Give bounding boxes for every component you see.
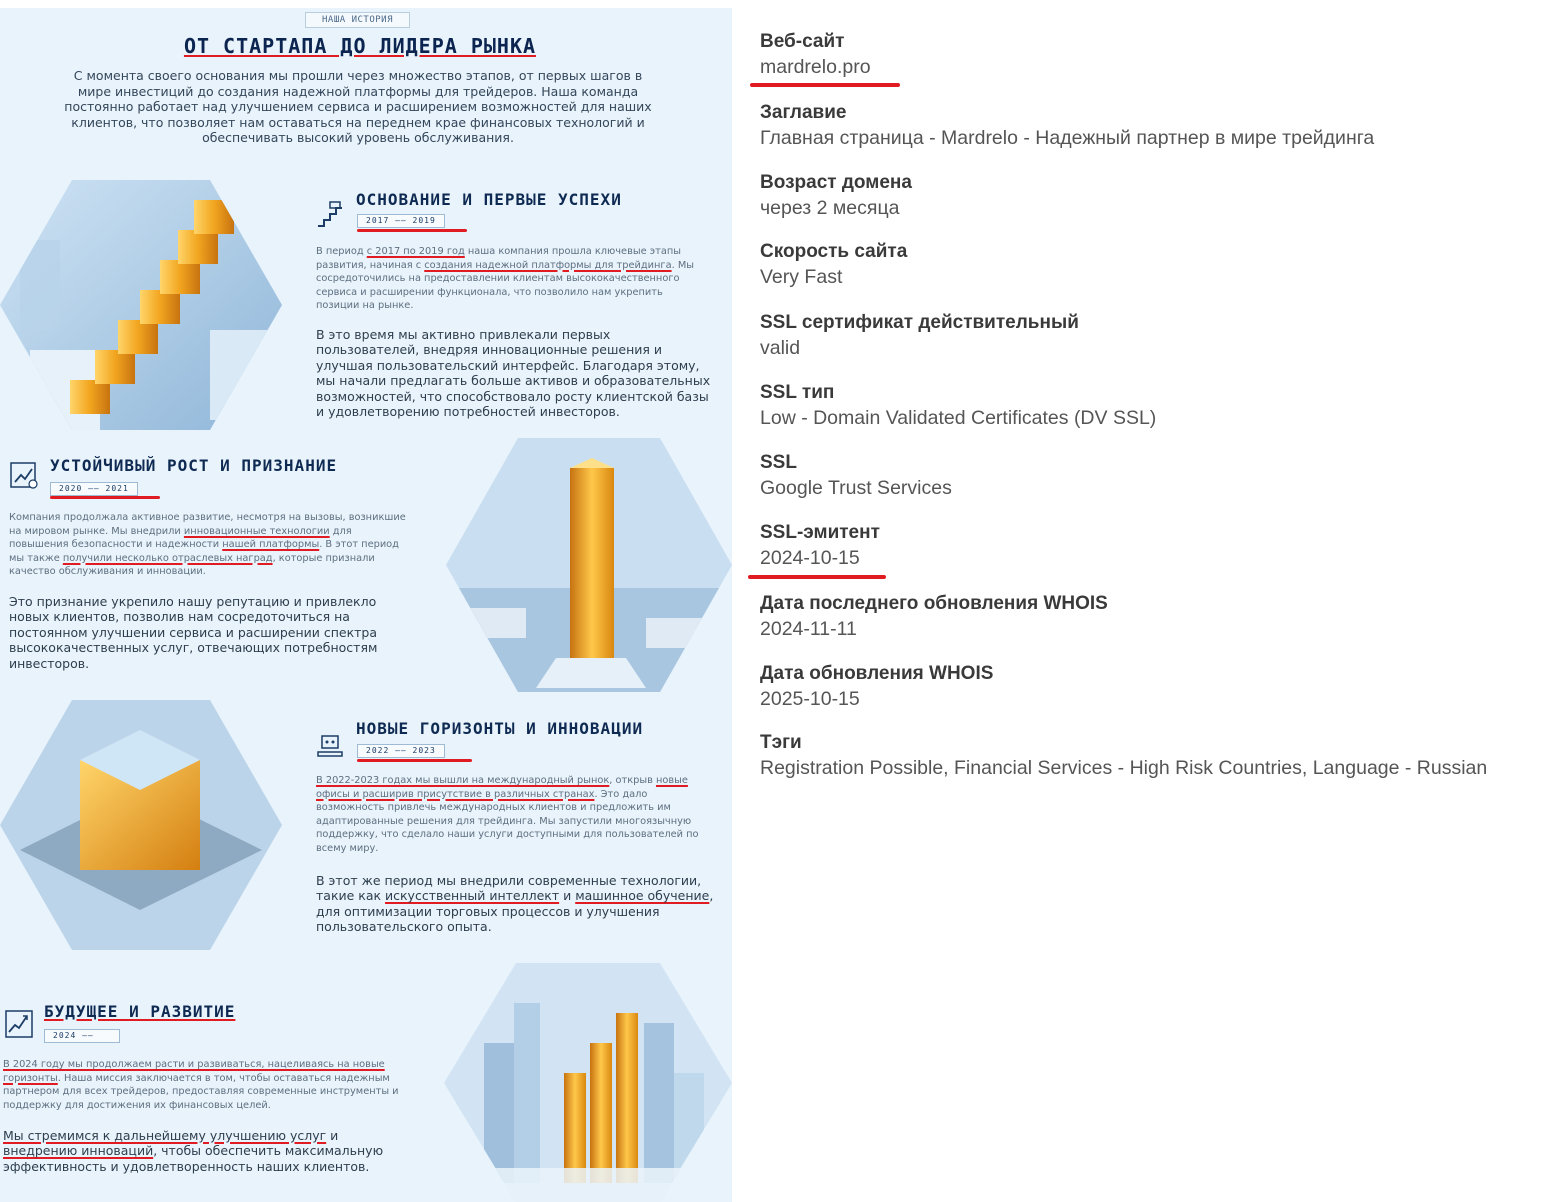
info-domain-age: Возраст домена через 2 месяца <box>760 172 912 219</box>
years-badge-2017-2019: 2017 —— 2019 <box>357 214 445 228</box>
section-text-future-2: Мы стремимся к дальнейшему улучшению услуг и внедрению инноваций, чтобы обеспечить максимальную эффективность и удовлетворенность наших клиентов. <box>3 1128 384 1174</box>
section-text-horizons-1: В 2022-2023 годах мы вышли на международный рынок, открыв новые офисы и расширив присутствие в различных странах. Это дало возможность привлечь международных клиентов и предложить им адаптированные решения для трейдинга. Мы запустили многоязычную поддержку, что сделало наши услуги доступными для пользователей по всему миру. <box>316 775 699 854</box>
years-badge-2022-2023: 2022 —— 2023 <box>357 744 445 758</box>
stairs-icon <box>316 200 344 228</box>
intro-paragraph: С момента своего основания мы прошли через множество этапов, от первых шагов в мире инвестиций до создания надежной платформы для трейдеров. Наша команда постоянно работает над улучшением сервиса и расширением возможностей для наших клиентов, что позволяет нам оставаться на переднем крае финансовых технологий и обеспечивать высокий уровень обслуживания. <box>64 68 652 145</box>
section-text-horizons-2: В этот же период мы внедрили современные технологии, такие как искусственный интеллект и машинное обучение, для оптимизации торговых процессов и улучшения пользовательского опыта. <box>316 873 714 935</box>
info-ssl-type: SSL тип Low - Domain Validated Certificates (DV SSL) <box>760 382 1157 429</box>
hex-image-stairs <box>0 180 282 430</box>
section-text-growth-2: Это признание укрепило нашу репутацию и привлекло новых клиентов, позволив нам сосредоточиться на постоянном улучшении сервиса и расширении спектра высококачественных услуг, отвечающих потребностям инвесторов. <box>9 594 378 671</box>
hex-image-chip <box>0 700 282 950</box>
underline-mark <box>748 575 886 579</box>
section-text-founding-2: В это время мы активно привлекали первых пользователей, внедряя инновационные решения и улучшая пользовательский интерфейс. Благодаря этому, мы начали предлагать больше активов и образовательных возможностей, что способствовало росту клиентской базы и удовлетворению потребностей инвесторов. <box>316 327 711 420</box>
hex-image-city <box>444 963 732 1202</box>
info-title: Заглавие Главная страница - Mardrelo - Надежный партнер в мире трейдинга <box>760 102 1375 149</box>
info-site-speed: Скорость сайта Very Fast <box>760 241 908 288</box>
section-title-horizons: НОВЫЕ ГОРИЗОНТЫ И ИННОВАЦИИ <box>356 719 644 738</box>
years-badge-2020-2021: 2020 —— 2021 <box>50 482 138 496</box>
robot-icon <box>316 730 344 758</box>
chart-growth-icon <box>5 1010 33 1038</box>
section-text-future-1: В 2024 году мы продолжаем расти и развиваться, нацеливаясь на новые горизонты. Наша миссия заключается в том, чтобы оставаться надежным партнером для всех трейдеров, предоставляя современные инструменты и поддержку для достижения их финансовых целей. <box>3 1059 399 1111</box>
info-tags: Тэги Registration Possible, Financial Services - High Risk Countries, Language - Russian <box>760 732 1488 779</box>
underline-mark <box>50 496 160 499</box>
section-text-founding-1: В период с 2017 по 2019 год наша компания прошла ключевые этапы развития, начиная с создания надежной платформы для трейдинга. Мы сосредоточились на предоставлении клиентам высококачественного сервиса и расширении функционала, что позволило нам укрепить позиции на рынке. <box>316 246 695 311</box>
underline-mark <box>750 83 900 87</box>
website-value: mardrelo.pro <box>760 56 871 78</box>
page-title-text: ОТ СТАРТАПА ДО ЛИДЕРА РЫНКА <box>183 34 537 58</box>
growth-chart-icon <box>10 462 38 490</box>
info-whois-update: Дата обновления WHOIS 2025-10-15 <box>760 663 994 710</box>
page-title <box>140 34 580 58</box>
history-badge: НАША ИСТОРИЯ <box>305 12 410 28</box>
underline-mark <box>357 229 467 232</box>
info-ssl: SSL Google Trust Services <box>760 452 952 499</box>
underline-mark <box>357 759 472 762</box>
info-whois-last-update: Дата последнего обновления WHOIS 2024-11-11 <box>760 593 1108 640</box>
years-badge-2024: 2024 —— <box>44 1029 120 1043</box>
info-website: Веб-сайт mardrelo.pro <box>760 31 871 78</box>
section-text-growth-1: Компания продолжала активное развитие, несмотря на вызовы, возникшие на мировом рынке. Мы внедрили инновационные технологии для повышения безопасности и надежности нашей платформы. В этот период мы также получили несколько отраслевых наград, которые признали качество обслуживания и инновации. <box>9 512 406 577</box>
website-screenshot-panel <box>0 8 732 1202</box>
info-ssl-valid: SSL сертификат действительный valid <box>760 312 1079 359</box>
ssl-issuer-value: 2024-10-15 <box>760 547 860 569</box>
hex-image-tower <box>446 438 732 692</box>
section-title-growth: УСТОЙЧИВЫЙ РОСТ И ПРИЗНАНИЕ <box>50 456 338 475</box>
section-title-founding: ОСНОВАНИЕ И ПЕРВЫЕ УСПЕХИ <box>356 190 622 209</box>
info-ssl-issuer: SSL-эмитент 2024-10-15 <box>760 522 880 569</box>
section-title-future: БУДУЩЕЕ И РАЗВИТИЕ <box>44 1002 236 1021</box>
